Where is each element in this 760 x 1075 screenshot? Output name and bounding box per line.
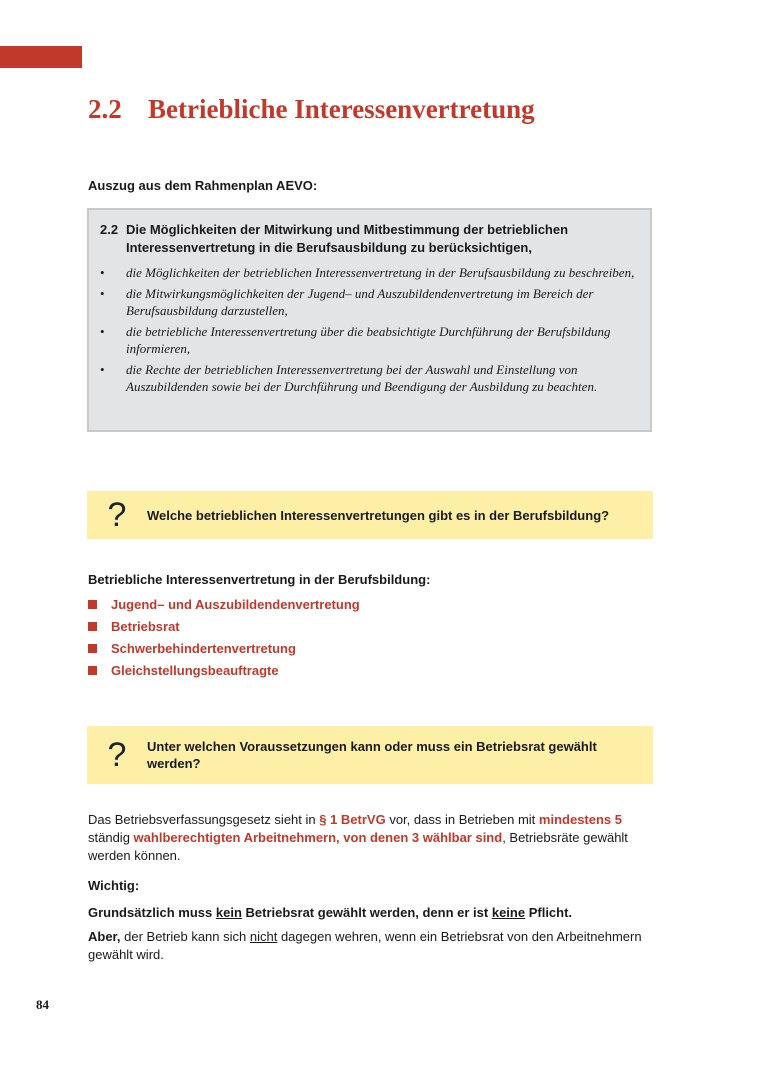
framework-number: 2.2 <box>100 222 119 237</box>
text-run: Pflicht. <box>525 905 573 920</box>
list-item <box>88 659 360 681</box>
text-run: Grundsätzlich muss <box>88 905 216 920</box>
list-item <box>88 593 360 615</box>
underlined-text: nicht <box>249 929 278 944</box>
bullet: • <box>100 324 105 339</box>
representation-list <box>88 593 360 681</box>
excerpt-label: Auszug aus dem Rahmenplan AEVO: <box>88 178 318 193</box>
underlined-text: keine <box>491 905 526 920</box>
framework-excerpt-box <box>87 208 652 432</box>
list-title: Betriebliche Interessenvertretung in der Berufsbildung: <box>88 572 431 587</box>
list-item <box>100 323 640 357</box>
list-item-text: die Möglichkeiten der betrieblichen Interessenvertretung in der Berufsausbildung zu beschreiben, <box>126 265 635 280</box>
square-bullet-icon <box>88 600 97 609</box>
text-run: Das Betriebsverfassungsgesetz sieht in <box>88 812 320 827</box>
square-bullet-icon <box>88 622 97 631</box>
list-item-text: die Mitwirkungsmöglichkeiten der Jugend– und Auszubildendenvertretung im Bereich der Berufsausbildung darzustellen, <box>126 286 594 318</box>
list-item <box>100 264 640 281</box>
question-mark-icon: ? <box>107 496 127 534</box>
chapter-marker <box>0 46 82 68</box>
underlined-text: kein <box>215 905 242 920</box>
list-item-text: die Rechte der betrieblichen Interessenvertretung bei der Auswahl und Einstellung von Auszubildenden sowie bei der Durchführung und Beendigung der Ausbildung zu beachten. <box>126 362 598 394</box>
framework-title: Die Möglichkeiten der Mitwirkung und Mitbestimmung der betrieblichen Interessenvertretung in die Berufsausbildung zu berücksichtigen, <box>126 222 569 255</box>
text-run: vor, dass in Betrieben mit <box>385 812 539 827</box>
text-run: dagegen wehren, wenn ein Betriebsrat von den Arbeitnehmern gewählt wird. <box>88 929 642 962</box>
list-item-text: Schwerbehindertenvertretung <box>111 640 296 656</box>
text-run: ständig <box>88 830 134 845</box>
framework-list <box>100 264 640 395</box>
question-mark-icon: ? <box>107 736 127 774</box>
list-item <box>100 361 640 395</box>
text-run: , Betriebsräte gewählt werden können. <box>88 830 628 863</box>
important-label: Wichtig: <box>88 878 140 893</box>
principle-statement <box>88 905 572 920</box>
text-run: der Betrieb kann sich <box>120 929 250 944</box>
square-bullet-icon <box>88 644 97 653</box>
question-box <box>87 726 653 784</box>
list-item-text: die betriebliche Interessenvertretung über die beabsichtigte Durchführung der Berufsbildung informieren, <box>126 324 611 356</box>
section-title: Betriebliche Interessenvertretung <box>148 94 535 124</box>
bullet: • <box>100 265 105 280</box>
question-box <box>87 491 653 539</box>
list-item <box>100 285 640 319</box>
list-item <box>88 637 360 659</box>
exception-statement <box>88 928 648 964</box>
highlight-text: wahlberechtigten Arbeitnehmern, von denen 3 wählbar sind <box>133 830 503 845</box>
law-paragraph <box>88 811 648 865</box>
bullet: • <box>100 286 105 301</box>
bold-text: Aber, <box>88 929 121 944</box>
question-text: Unter welchen Voraussetzungen kann oder muss ein Betriebsrat gewählt werden? <box>147 739 597 771</box>
highlight-text: § 1 BetrVG <box>319 812 386 827</box>
section-number: 2.2 <box>88 94 122 124</box>
section-heading <box>88 94 535 125</box>
framework-heading <box>100 221 640 257</box>
page-number: 84 <box>36 997 49 1012</box>
list-item <box>88 615 360 637</box>
list-item-text: Jugend– und Auszubildendenvertretung <box>111 596 360 612</box>
bullet: • <box>100 362 105 377</box>
text-run: Betriebsrat gewählt werden, denn er ist <box>241 905 492 920</box>
highlight-text: mindestens 5 <box>538 812 622 827</box>
list-item-text: Betriebsrat <box>111 618 180 634</box>
question-text: Welche betrieblichen Interessenvertretungen gibt es in der Berufsbildung? <box>147 507 610 523</box>
list-item-text: Gleichstellungsbeauftragte <box>111 662 279 678</box>
square-bullet-icon <box>88 666 97 675</box>
